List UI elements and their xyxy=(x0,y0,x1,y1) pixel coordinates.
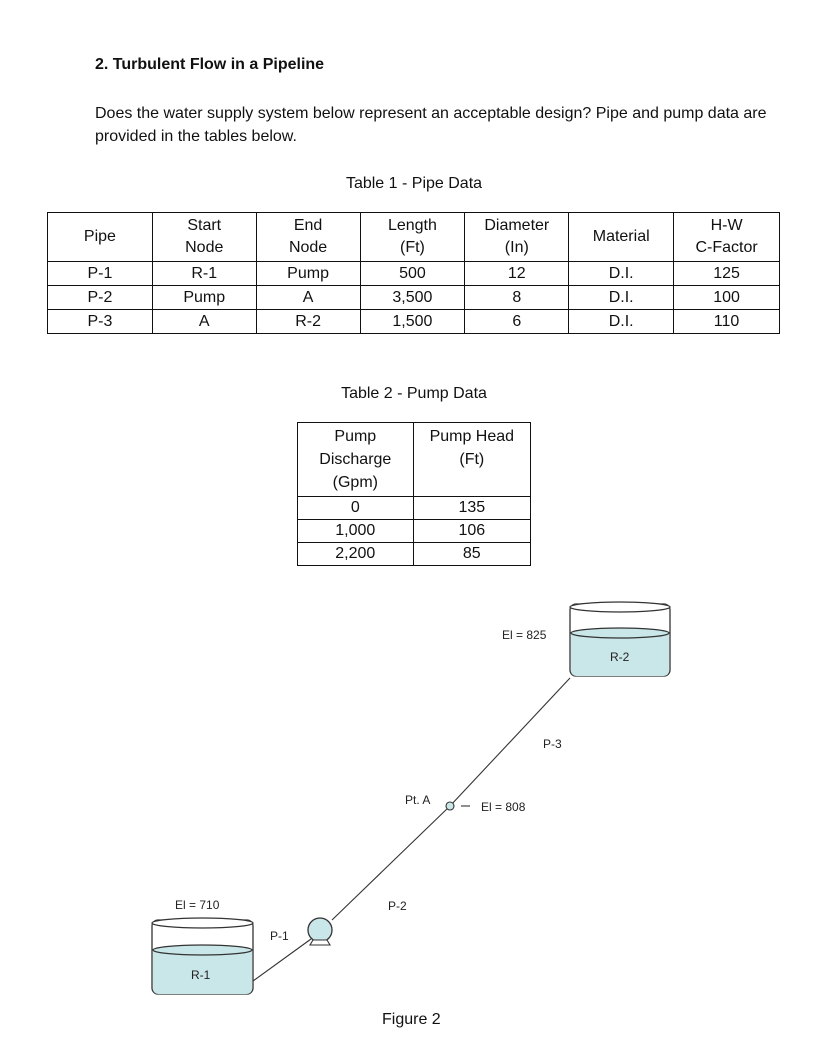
header-hw-cfactor: H-W C-Factor xyxy=(674,213,780,262)
table-header-row xyxy=(48,213,780,262)
table1-caption: Table 1 - Pipe Data xyxy=(345,175,483,192)
header-end-node: End Node xyxy=(256,213,360,262)
cell-pipe: P-1 xyxy=(48,262,153,286)
header-diameter: Diameter (In) xyxy=(465,213,569,262)
cell-head: 135 xyxy=(413,497,530,520)
cell-head: 85 xyxy=(413,543,530,566)
pipeline-diagram xyxy=(0,590,825,1050)
pump-body xyxy=(308,918,332,942)
reservoir-r1-surface xyxy=(153,945,252,955)
cell-material: D.I. xyxy=(569,262,674,286)
table-row xyxy=(48,286,780,310)
cell-cfactor: 110 xyxy=(674,310,780,334)
pipe-p2-label: P-2 xyxy=(388,899,407,913)
header-pipe: Pipe xyxy=(48,213,153,262)
table-row xyxy=(298,520,531,543)
cell-head: 106 xyxy=(413,520,530,543)
pump-base xyxy=(310,940,330,945)
reservoir-r2-surface xyxy=(571,628,669,638)
cell-cfactor: 125 xyxy=(674,262,780,286)
cell-end-node: Pump xyxy=(256,262,360,286)
pump-icon xyxy=(308,918,332,945)
r2-elevation-label: El = 825 xyxy=(502,628,547,642)
figure-caption: Figure 2 xyxy=(382,1011,441,1028)
pipe-p3-label: P-3 xyxy=(543,737,562,751)
reservoir-r1 xyxy=(152,918,253,994)
point-a-label: Pt. A xyxy=(405,793,431,807)
header-pump-discharge: Pump Discharge (Gpm) xyxy=(298,423,414,497)
cell-start-node: R-1 xyxy=(152,262,256,286)
cell-length: 1,500 xyxy=(360,310,465,334)
cell-pipe: P-3 xyxy=(48,310,153,334)
header-material: Material xyxy=(569,213,674,262)
cell-material: D.I. xyxy=(569,286,674,310)
table-row xyxy=(48,310,780,334)
r1-elevation-label: El = 710 xyxy=(175,898,220,912)
reservoir-r2 xyxy=(570,602,670,676)
cell-discharge: 2,200 xyxy=(298,543,414,566)
cell-length: 500 xyxy=(360,262,465,286)
cell-cfactor: 100 xyxy=(674,286,780,310)
cell-diameter: 12 xyxy=(465,262,569,286)
cell-pipe: P-2 xyxy=(48,286,153,310)
cell-start-node: A xyxy=(152,310,256,334)
problem-heading: 2. Turbulent Flow in a Pipeline xyxy=(95,56,325,73)
cell-end-node: R-2 xyxy=(256,310,360,334)
cell-discharge: 0 xyxy=(298,497,414,520)
table-row xyxy=(298,497,531,520)
table2-caption: Table 2 - Pump Data xyxy=(341,385,487,402)
pipe-p1-line xyxy=(253,939,311,981)
cell-start-node: Pump xyxy=(152,286,256,310)
r2-label: R-2 xyxy=(610,650,630,664)
reservoir-r1-top xyxy=(152,918,253,928)
reservoir-r2-top xyxy=(570,602,670,612)
table-header-row xyxy=(298,423,531,497)
cell-diameter: 8 xyxy=(465,286,569,310)
header-length: Length (Ft) xyxy=(360,213,465,262)
point-a-node xyxy=(446,802,454,810)
pump-data-table xyxy=(297,422,531,566)
cell-material: D.I. xyxy=(569,310,674,334)
cell-discharge: 1,000 xyxy=(298,520,414,543)
cell-length: 3,500 xyxy=(360,286,465,310)
problem-question: Does the water supply system below represent an acceptable design? Pipe and pump data are provided in the tables below. xyxy=(95,105,767,145)
table-row xyxy=(48,262,780,286)
pipe-data-table xyxy=(47,212,780,334)
point-a-elevation-label: El = 808 xyxy=(481,800,526,814)
pipe-p1-label: P-1 xyxy=(270,929,289,943)
table-row xyxy=(298,543,531,566)
header-start-node: Start Node xyxy=(152,213,256,262)
cell-diameter: 6 xyxy=(465,310,569,334)
header-pump-head: Pump Head (Ft) xyxy=(413,423,530,497)
cell-end-node: A xyxy=(256,286,360,310)
r1-label: R-1 xyxy=(191,968,211,982)
